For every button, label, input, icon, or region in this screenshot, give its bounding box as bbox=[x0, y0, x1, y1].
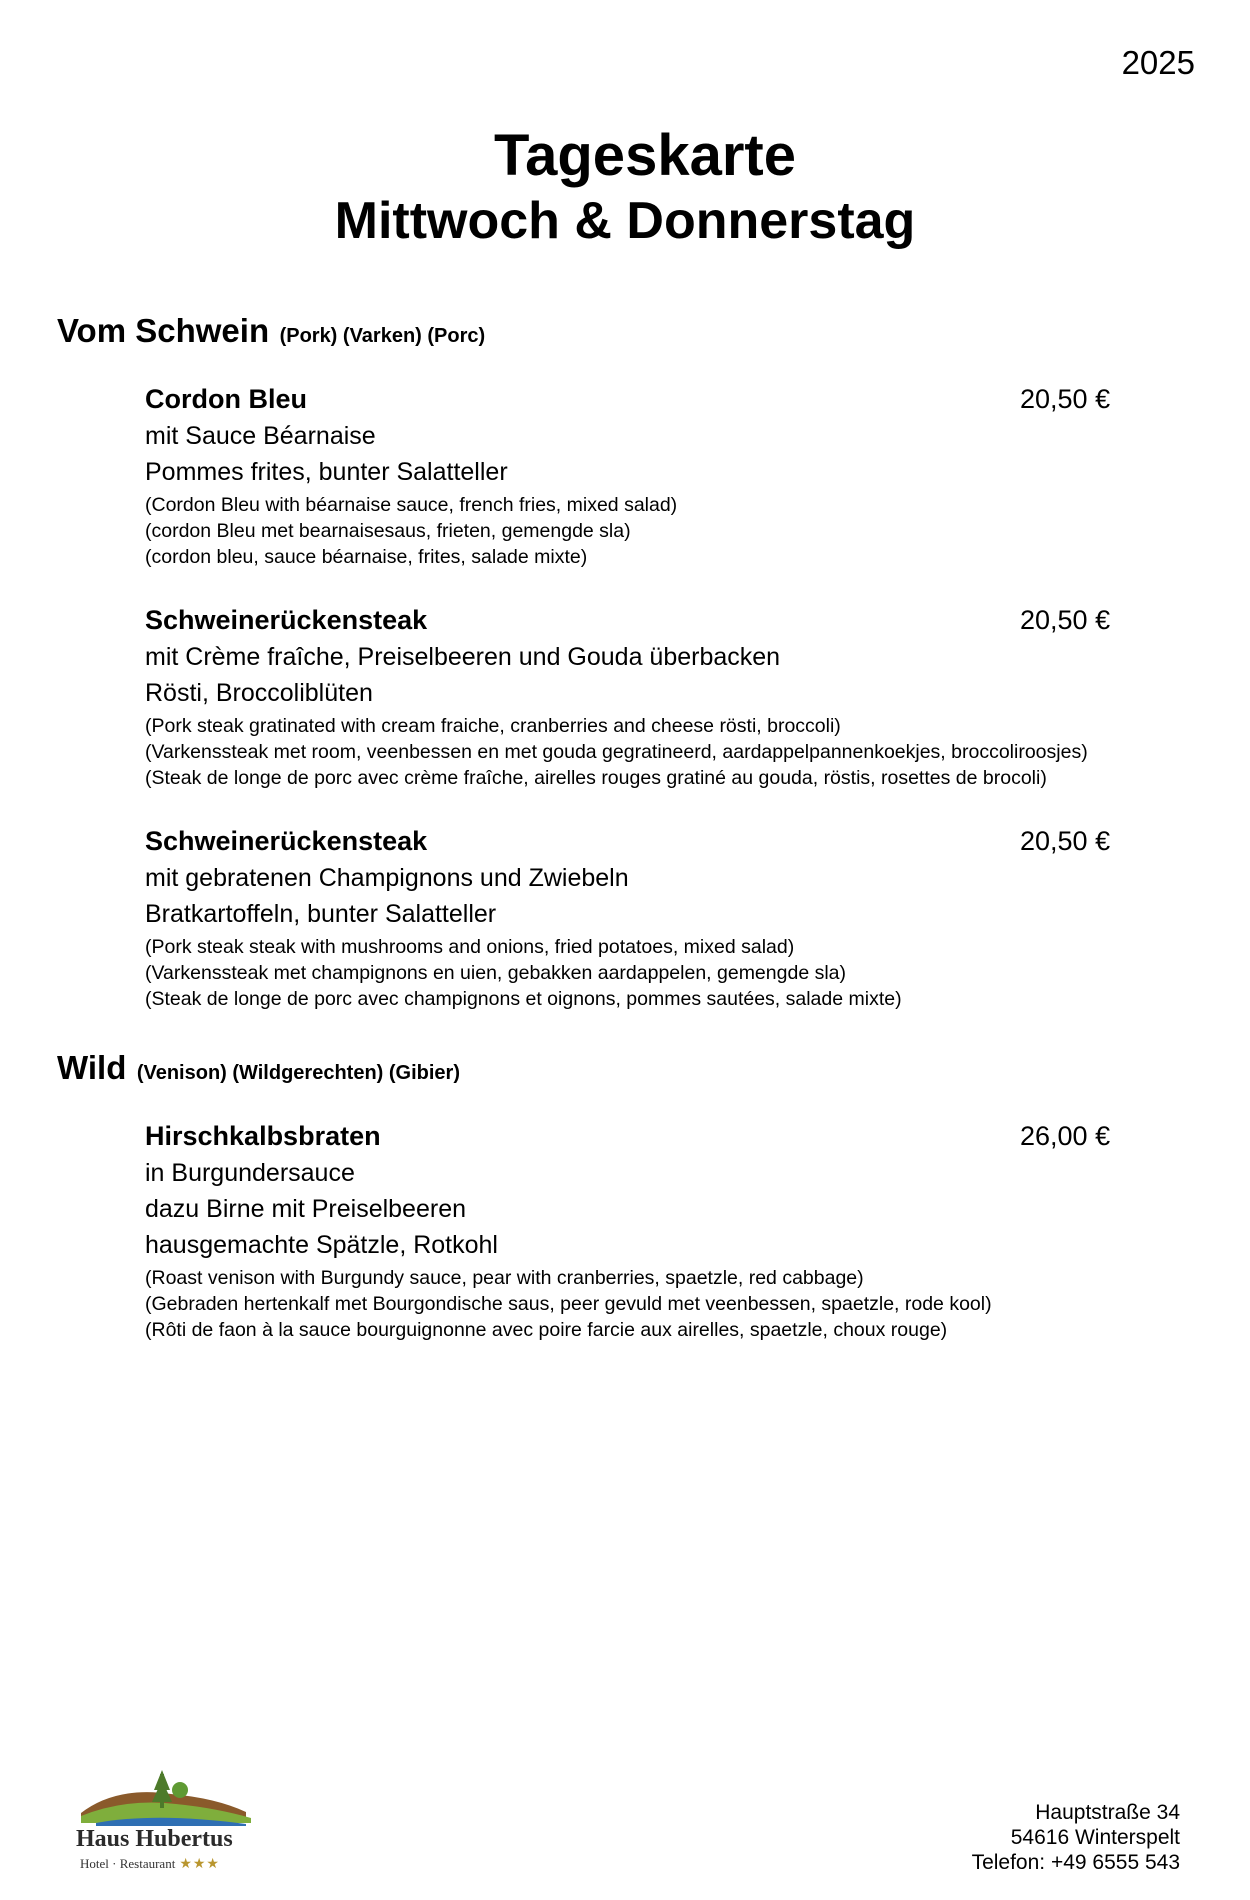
address-phone: Telefon: +49 6555 543 bbox=[971, 1851, 1180, 1874]
dish-description: mit gebratenen Champignons und Zwiebeln bbox=[145, 864, 629, 892]
section-title: Vom Schwein bbox=[57, 312, 270, 349]
dish-translation: (Pork steak gratinated with cream fraiche, cranberries and cheese rösti, broccoli) bbox=[145, 715, 841, 737]
dish-price: 20,50 € bbox=[1020, 605, 1111, 635]
dish-description: Rösti, Broccoliblüten bbox=[145, 679, 373, 707]
dish-translation: (Varkenssteak met room, veenbessen en met gouda gegratineerd, aardappelpannenkoekjes, broccoliroosjes) bbox=[145, 741, 1088, 763]
hotel-logo bbox=[76, 1768, 266, 1878]
section-heading-pork bbox=[57, 312, 485, 350]
dish-translation: (Pork steak steak with mushrooms and onions, fried potatoes, mixed salad) bbox=[145, 936, 795, 958]
address-block bbox=[972, 1800, 1180, 1875]
dish-name: Cordon Bleu bbox=[145, 384, 307, 414]
dish-translation: (Cordon Bleu with béarnaise sauce, french fries, mixed salad) bbox=[145, 494, 678, 516]
menu-item-schweinerueckensteak-2 bbox=[145, 822, 1225, 1012]
dish-name: Schweinerückensteak bbox=[145, 826, 428, 856]
logo-tagline bbox=[80, 1856, 220, 1873]
page-subtitle: Mittwoch & Donnerstag bbox=[334, 192, 916, 250]
dish-description: hausgemachte Spätzle, Rotkohl bbox=[145, 1231, 498, 1259]
dish-translation: (Varkenssteak met champignons en uien, gebakken aardappelen, gemengde sla) bbox=[145, 962, 847, 984]
dish-description: Bratkartoffeln, bunter Salatteller bbox=[145, 900, 497, 928]
dish-name: Schweinerückensteak bbox=[145, 605, 428, 635]
dish-translation: (Roast venison with Burgundy sauce, pear with cranberries, spaetzle, red cabbage) bbox=[145, 1267, 864, 1289]
menu-item-cordon-bleu bbox=[145, 380, 1225, 570]
dish-description: Pommes frites, bunter Salatteller bbox=[145, 458, 508, 486]
section-translations: (Venison) (Wildgerechten) (Gibier) bbox=[136, 1062, 460, 1084]
page-title: Tageskarte bbox=[494, 123, 796, 188]
dish-translation: (Gebraden hertenkalf met Bourgondische saus, peer gevuld met veenbessen, spaetzle, rode kool) bbox=[145, 1293, 992, 1315]
title-block bbox=[0, 122, 1250, 252]
dish-description: in Burgundersauce bbox=[145, 1159, 355, 1187]
dish-price: 26,00 € bbox=[1020, 1121, 1111, 1151]
address-city: 54616 Winterspelt bbox=[1010, 1826, 1180, 1849]
year-label: 2025 bbox=[1121, 44, 1195, 81]
dish-translation: (cordon Bleu met bearnaisesaus, frieten, gemengde sla) bbox=[145, 520, 631, 542]
menu-item-schweinerueckensteak-1 bbox=[145, 601, 1225, 791]
dish-translation: (Steak de longe de porc avec champignons et oignons, pommes sautées, salade mixte) bbox=[145, 988, 902, 1010]
section-title: Wild bbox=[57, 1049, 127, 1086]
logo-landscape-icon bbox=[76, 1768, 256, 1828]
address-street: Hauptstraße 34 bbox=[1035, 1801, 1180, 1824]
dish-translation: (cordon bleu, sauce béarnaise, frites, salade mixte) bbox=[145, 546, 588, 568]
dish-description: mit Crème fraîche, Preiselbeeren und Gouda überbacken bbox=[145, 643, 781, 671]
menu-item-hirschkalbsbraten bbox=[145, 1117, 1225, 1343]
dish-price: 20,50 € bbox=[1020, 826, 1111, 856]
logo-name: Haus Hubertus bbox=[76, 1826, 233, 1852]
dish-description: mit Sauce Béarnaise bbox=[145, 422, 376, 450]
logo-tagline-text: Hotel · Restaurant bbox=[80, 1856, 176, 1871]
section-heading-venison bbox=[57, 1049, 460, 1087]
dish-translation: (Steak de longe de porc avec crème fraîche, airelles rouges gratiné au gouda, röstis, rosettes de brocoli) bbox=[145, 767, 1047, 789]
dish-name: Hirschkalbsbraten bbox=[145, 1121, 381, 1151]
dish-price: 20,50 € bbox=[1020, 384, 1111, 414]
star-rating-icon: ★★★ bbox=[179, 1857, 220, 1872]
dish-description: dazu Birne mit Preiselbeeren bbox=[145, 1195, 466, 1223]
section-translations: (Pork) (Varken) (Porc) bbox=[279, 325, 486, 347]
dish-translation: (Rôti de faon à la sauce bourguignonne avec poire farcie aux airelles, spaetzle, choux rouge) bbox=[145, 1319, 948, 1341]
